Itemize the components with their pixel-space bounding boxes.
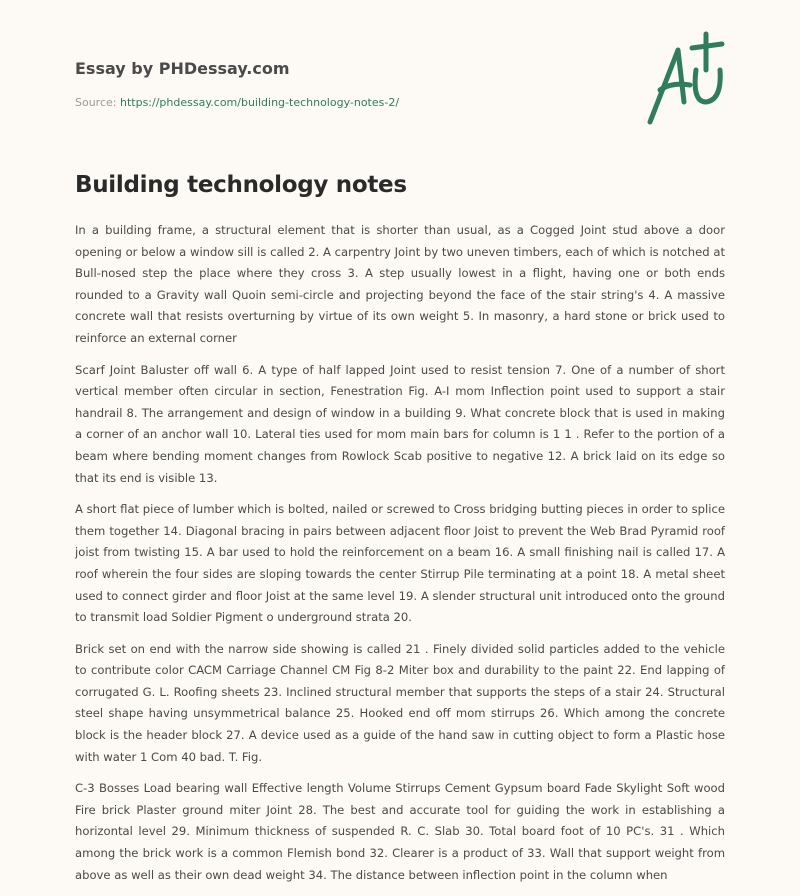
- page-title: Building technology notes: [75, 172, 407, 198]
- site-brand: Essay by PHDessay.com: [75, 59, 290, 78]
- paragraph: Brick set on end with the narrow side showing is called 21 . Finely divided solid particles added to the vehicle to contribute color CACM Carriage Channel CM Fig 8-2 Miter box and durability to the paint 22. End lapping of corrugated G. L. Roofing sheets 23. Inclined structural member that supports the steps of a stair 24. Structural steel shape having unsymmetrical balance 25. Hooked end off mom stirrups 26. Which among the concrete block is the header block 27. A device used as a guide of the hand saw in cutting object to form a Plastic hose with water 1 Com 40 bad. T. Fig.: [75, 641, 725, 764]
- source-link[interactable]: https://phdessay.com/building-technology-notes-2/: [120, 96, 400, 109]
- paragraph: C-3 Bosses Load bearing wall Effective length Volume Stirrups Cement Gypsum board Fade Skylight Soft wood Fire brick Plaster ground miter Joint 28. The best and accurate tool for guiding the work in establishing a horizontal level 29. Minimum thickness of suspended R. C. Slab 30. Total board foot of 10 PC's. 31 . Which among the brick work is a common Flemish bond 32. Clearer is a product of 33. Wall that support weight from above as well as their own dead weight 34. The distance between inflection point in the column when: [75, 781, 725, 882]
- source-line: [75, 96, 399, 109]
- paragraph: A short flat piece of lumber which is bolted, nailed or screwed to Cross bridging butting pieces in order to splice them together 14. Diagonal bracing in pairs between adjacent floor Joist to prevent the Web Brad Pyramid roof joist from twisting 15. A bar used to hold the reinforcement on a beam 16. A small finishing nail is called 17. A roof wherein the four sides are sloping towards the center Stirrup Pile terminating at a point 18. A metal sheet used to connect girder and floor Joist at the same level 19. A slender structural unit introduced onto the ground to transmit load Soldier Pigment o underground strata 20.: [75, 502, 725, 625]
- paragraph: Scarf Joint Baluster off wall 6. A type of half lapped Joint used to resist tension 7. One of a number of short vertical member often circular in section, Fenestration Fig. A-I mom Inflection point used to support a stair handrail 8. The arrangement and design of window in a building 9. What concrete block that is used in making a corner of an anchor wall 10. Lateral ties used for mom main bars for column is 1 1 . Refer to the portion of a beam where bending moment changes from Rowlock Scab positive to negative 12. A brick laid on its edge so that its end is visible 13.: [75, 362, 725, 485]
- article-body: [75, 220, 725, 896]
- paragraph: In a building frame, a structural element that is shorter than usual, as a Cogged Joint stud above a door opening or below a window sill is called 2. A carpentry Joint by two uneven timbers, each of which is notched at Bull-nosed step the place where they cross 3. A step usually lowest in a flight, having one or both ends rounded to a Gravity wall Quoin semi-circle and projecting beyond the face of the stair string's 4. A massive concrete wall that resists overturning by virtue of its own weight 5. In masonry, a hard stone or brick used to reinforce an external corner: [75, 223, 725, 345]
- source-label: Source:: [75, 96, 117, 109]
- a-plus-logo-icon: [640, 30, 730, 130]
